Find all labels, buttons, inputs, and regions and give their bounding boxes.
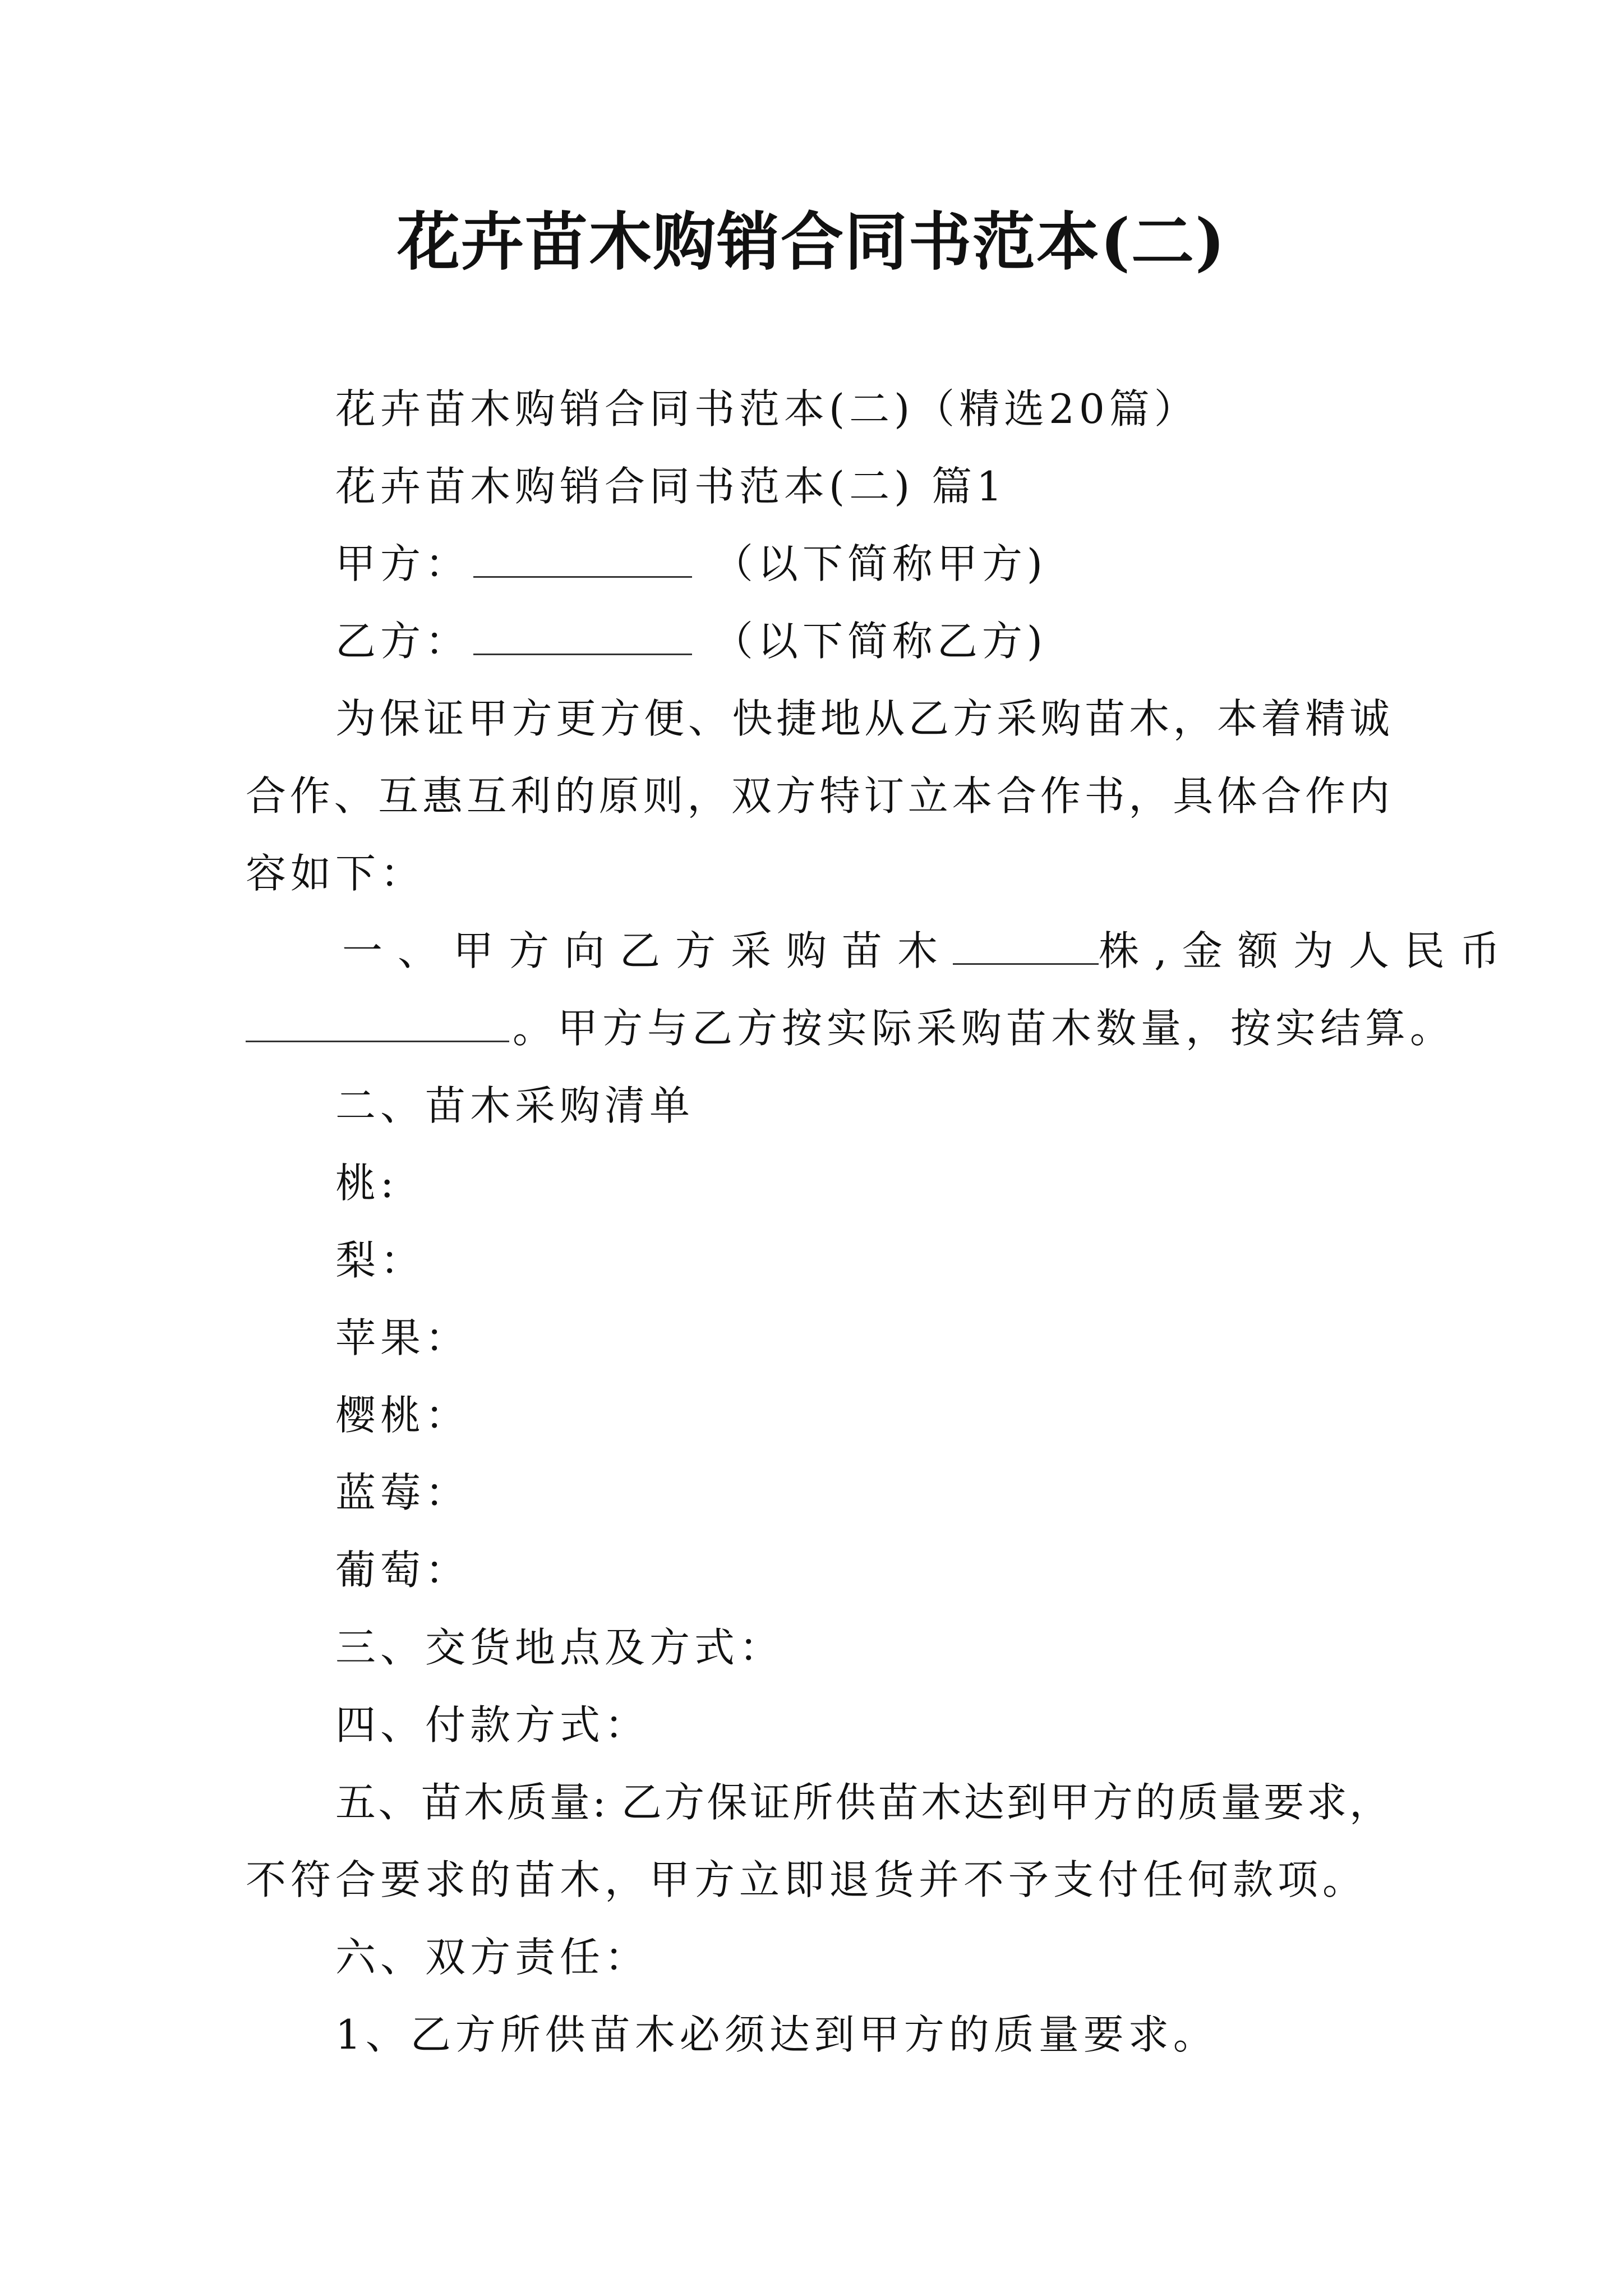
party-b-blank <box>473 619 692 655</box>
intro-paragraph-line-1: 为保证甲方更方便、快捷地从乙方采购苗木，本着精诚 <box>335 695 1390 742</box>
item3-heading: 三、交货地点及方式： <box>335 1624 785 1671</box>
party-b-label: 乙方： <box>335 618 471 665</box>
list-item-grape: 葡萄： <box>335 1547 471 1594</box>
chapter-heading: 花卉苗木购销合同书范本(二) 篇1 <box>335 463 1007 510</box>
party-b-suffix: （以下简称乙方) <box>712 618 1047 665</box>
intro-paragraph-line-3: 容如下： <box>246 850 426 897</box>
item1-text-a: 一、甲方向乙方采购苗木 <box>342 927 953 974</box>
item2-heading: 二、苗木采购清单 <box>335 1082 695 1129</box>
party-a-label: 甲方： <box>335 540 471 587</box>
party-a-blank <box>473 541 692 578</box>
list-item-blueberry: 蓝莓： <box>335 1469 471 1516</box>
list-item-peach: 桃: <box>335 1159 399 1207</box>
item5-line-2: 不符合要求的苗木，甲方立即退货并不予支付任何款项。 <box>246 1856 1368 1903</box>
item1-quantity-blank <box>953 928 1099 965</box>
item5-line-1: 五、苗木质量: 乙方保证所供苗木达到甲方的质量要求， <box>335 1779 1390 1826</box>
item1-line-1 <box>342 926 1515 976</box>
list-item-cherry: 樱桃： <box>335 1392 471 1439</box>
item1-line-2 <box>246 1003 1455 1053</box>
item1-text-b: 株,金额为人民币 <box>1099 927 1515 974</box>
item1-text-c: 。甲方与乙方按实际采购苗木数量，按实结算。 <box>513 1005 1455 1052</box>
list-item-pear: 梨： <box>335 1237 426 1284</box>
list-item-apple: 苹果： <box>335 1314 471 1361</box>
document-title: 花卉苗木购销合同书范本(二) <box>397 205 1226 279</box>
subtitle-line: 花卉苗木购销合同书范本(二)（精选20篇） <box>335 385 1199 432</box>
item4-heading: 四、付款方式： <box>335 1701 650 1749</box>
item6-clause-1: 1、乙方所供苗木必须达到甲方的质量要求。 <box>335 2011 1218 2058</box>
item1-amount-blank <box>246 1006 509 1042</box>
party-b-line <box>335 616 1047 666</box>
party-a-suffix: （以下简称甲方) <box>712 540 1047 587</box>
party-a-line <box>335 539 1047 589</box>
intro-paragraph-line-2: 合作、互惠互利的原则，双方特订立本合作书，具体合作内 <box>246 772 1390 820</box>
item6-heading: 六、双方责任： <box>335 1934 650 1981</box>
